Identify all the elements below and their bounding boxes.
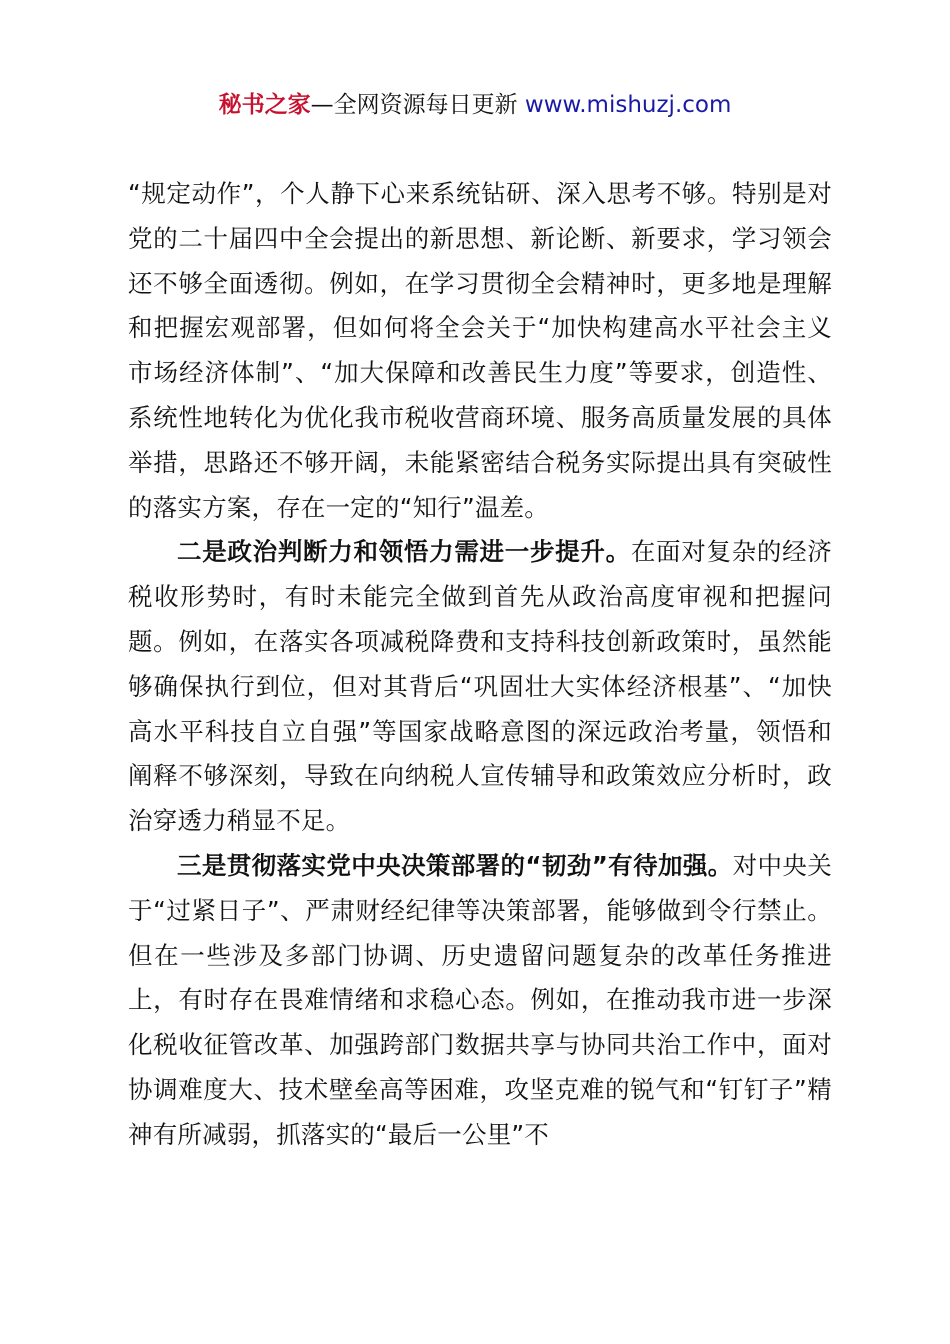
document-body: [128, 172, 832, 1158]
paragraph-lead: 二是政治判断力和领悟力需进一步提升。: [177, 537, 631, 567]
paragraph-lead: 三是贯彻落实党中央决策部署的“韧劲”有待加强。: [177, 850, 733, 880]
paragraph-text: 对中央关于“过紧日子”、严肃财经纪律等决策部署，能够做到令行禁止。但在一些涉及多部门协调、历史遗留问题复杂的改革任务推进上，有时存在畏难情绪和求稳心态。例如，在推动我市进一步深化税收征管改革、加强跨部门数据共享与协同共治工作中，面对协调难度大、技术壁垒高等困难，攻坚克难的锐气和“钉钉子”精神有所减弱，抓落实的“最后一公里”不: [128, 850, 832, 1149]
paragraph-implementation: [128, 844, 832, 1158]
paragraph-text: “规定动作”，个人静下心来系统钻研、深入思考不够。特别是对党的二十届四中全会提出的新思想、新论断、新要求，学习领会还不够全面透彻。例如，在学习贯彻全会精神时，更多地是理解和把握宏观部署，但如何将全会关于“加快构建高水平社会主义市场经济体制”、“加大保障和改善民生力度”等要求，创造性、系统性地转化为优化我市税收营商环境、服务高质量发展的具体举措，思路还不够开阔，未能紧密结合税务实际提出具有突破性的落实方案，存在一定的“知行”温差。: [128, 179, 832, 522]
site-tagline: —全网资源每日更新: [310, 92, 525, 118]
site-url-link[interactable]: www.mishuzj.com: [524, 92, 732, 118]
paragraph-continued: [128, 172, 832, 530]
site-brand: 秘书之家: [218, 92, 311, 118]
page-header: [0, 88, 950, 122]
paragraph-political-judgment: [128, 530, 832, 844]
paragraph-text: 在面对复杂的经济税收形势时，有时未能完全做到首先从政治高度审视和把握问题。例如，在落实各项减税降费和支持科技创新政策时，虽然能够确保执行到位，但对其背后“巩固壮大实体经济根基”、“加快高水平科技自立自强”等国家战略意图的深远政治考量，领悟和阐释不够深刻，导致在向纳税人宣传辅导和政策效应分析时，政治穿透力稍显不足。: [128, 537, 832, 836]
